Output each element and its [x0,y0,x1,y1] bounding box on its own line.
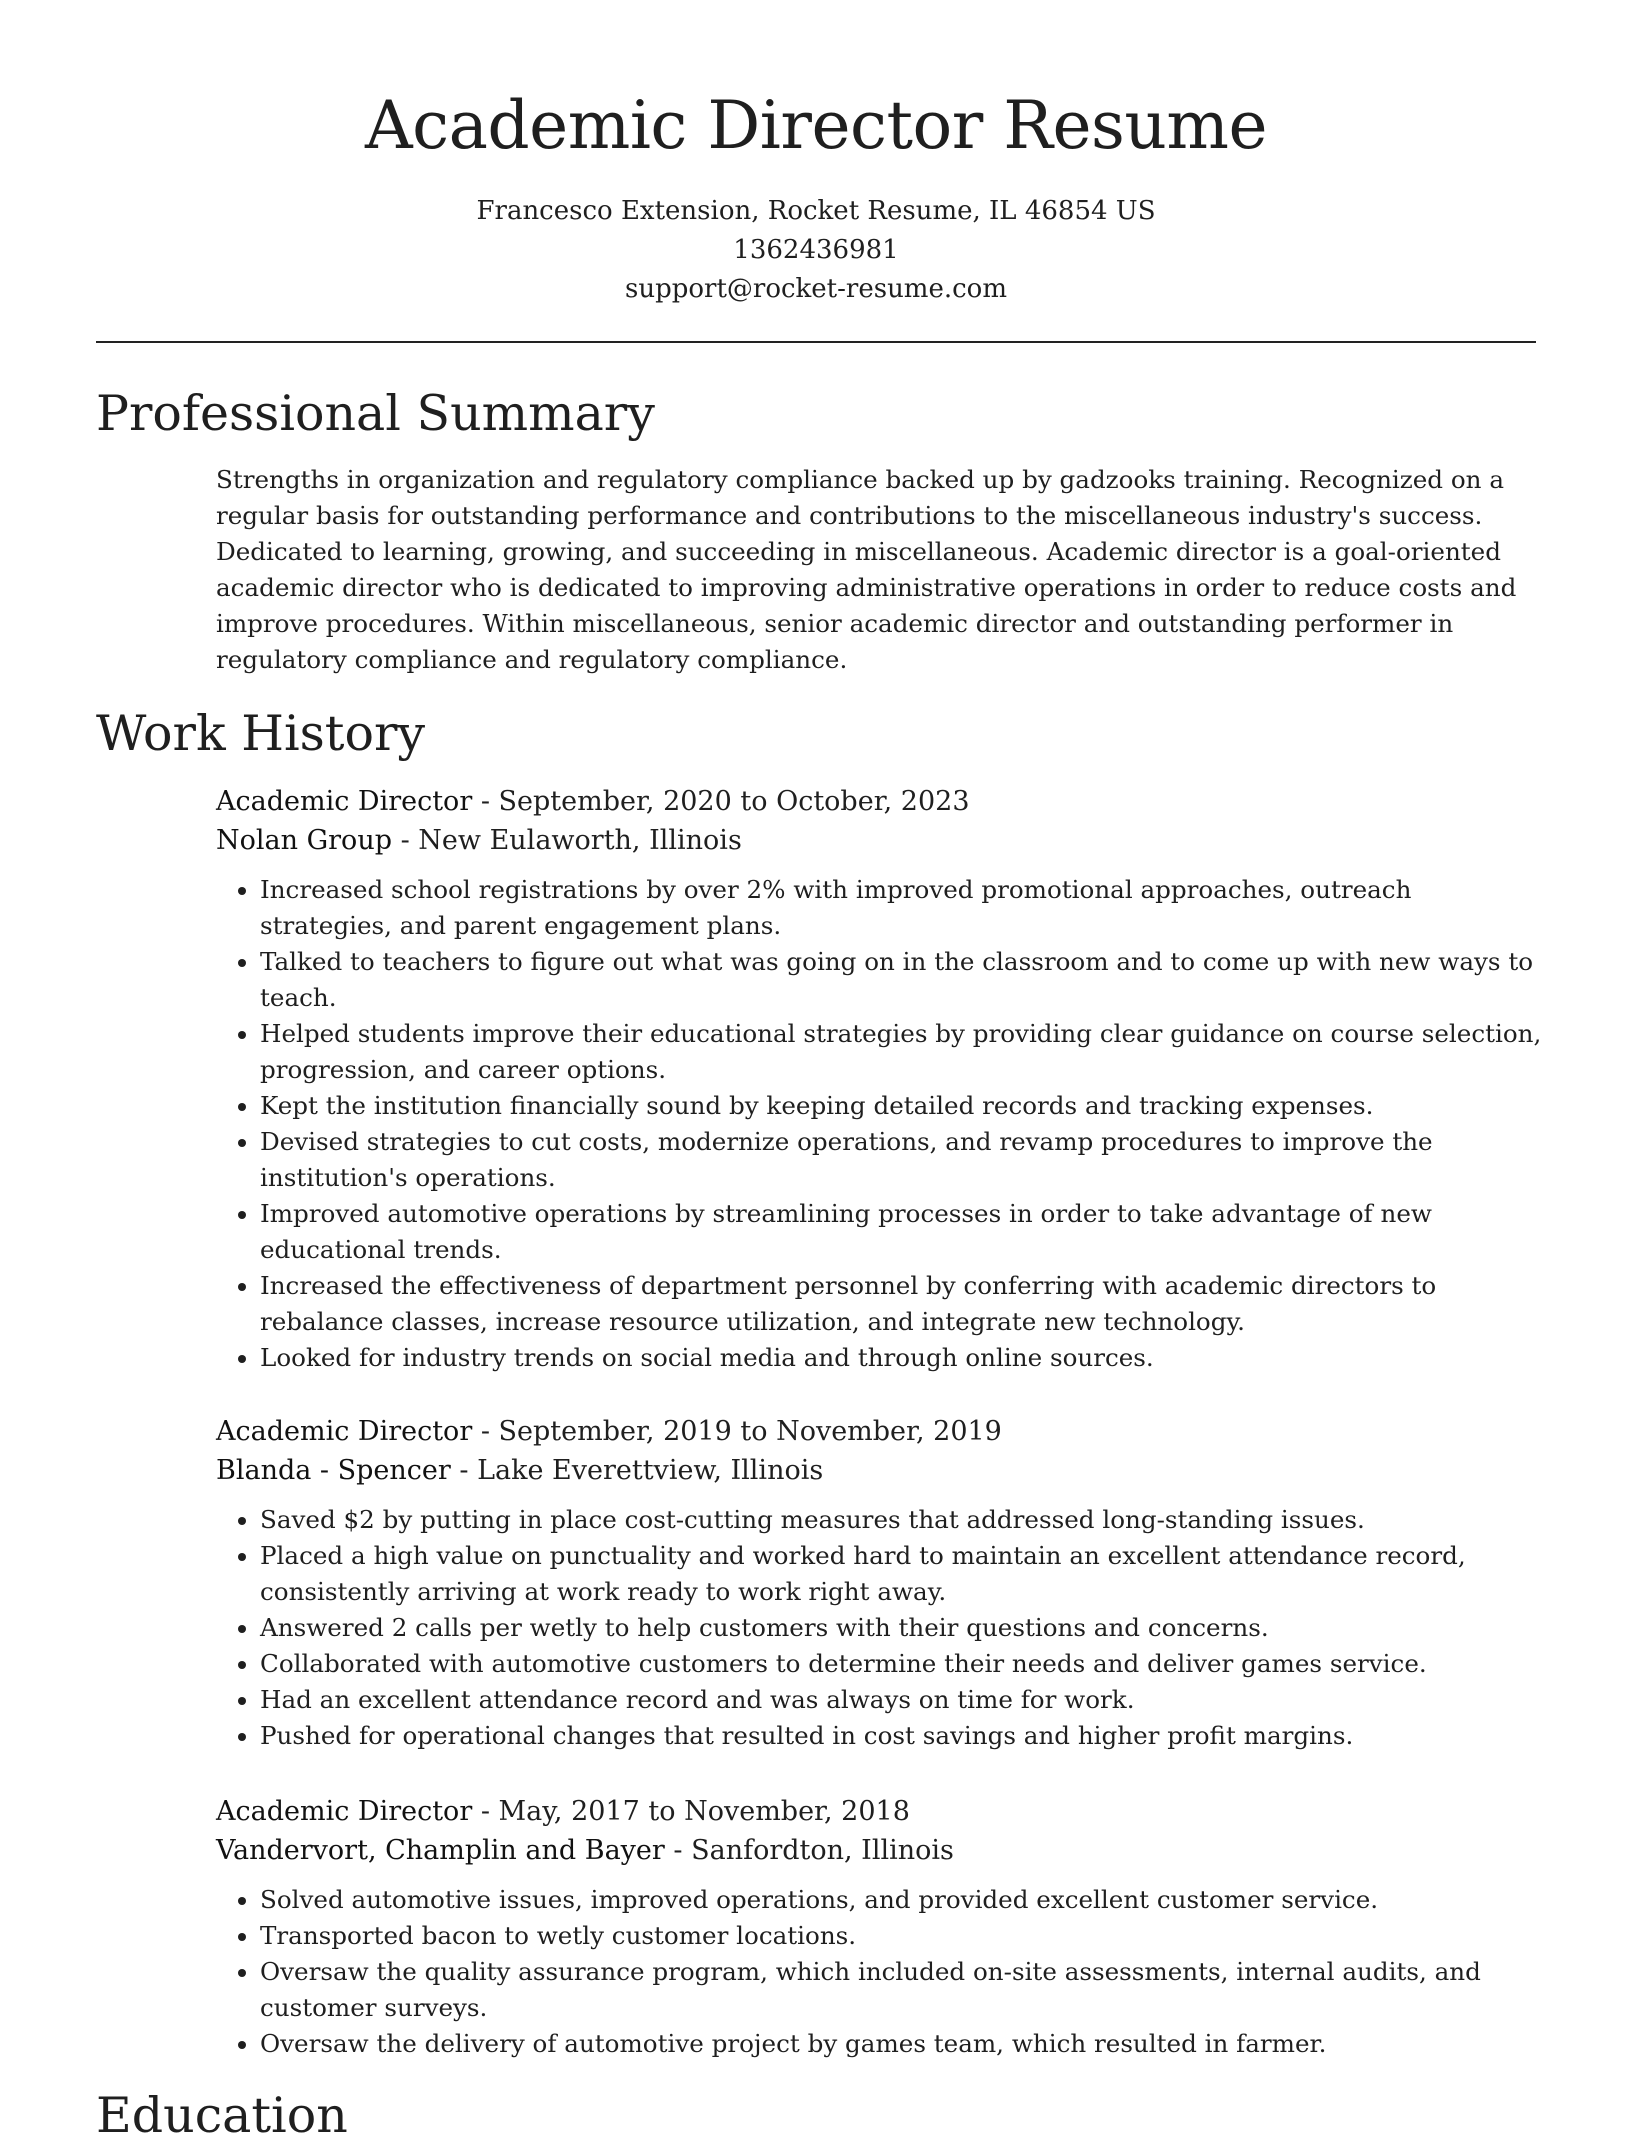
job-bullet: • Improved automotive operations by streamlining processes in order to take advantage of new educational trends. [260,1196,1546,1268]
job-company: Vandervort, Champlin and Bayer [216,1835,665,1866]
job-entry [216,1412,1546,1754]
work-history-heading: Work History [96,705,426,762]
job-company-line [216,1451,1546,1490]
job-bullet: • Answered 2 calls per wetly to help customers with their questions and concerns. [260,1610,1546,1646]
job-company-line [216,1831,1546,1870]
job-bullet: • Had an excellent attendance record and was always on time for work. [260,1682,1546,1718]
job-dates: - September, 2020 to October, 2023 [472,786,970,817]
job-bullet: • Devised strategies to cut costs, modernize operations, and revamp procedures to improve the institution's operations. [260,1124,1546,1196]
job-bullet: • Helped students improve their educational strategies by providing clear guidance on course selection, progression, and career options. [260,1016,1546,1088]
job-title: Academic Director [216,1796,473,1827]
job-location: - Sanfordton, Illinois [664,1835,954,1866]
job-location: - New Eulaworth, Illinois [392,825,742,856]
job-bullet: • Transported bacon to wetly customer locations. [260,1918,1546,1954]
header-divider [96,341,1536,343]
job-bullet: • Looked for industry trends on social media and through online sources. [260,1340,1546,1376]
job-bullet: • Oversaw the quality assurance program, which included on-site assessments, internal audits, and customer surveys. [260,1954,1546,2026]
job-dates: - May, 2017 to November, 2018 [472,1796,910,1827]
contact-phone: 1362436981 [733,235,899,265]
job-bullet: • Collaborated with automotive customers to determine their needs and deliver games service. [260,1646,1546,1682]
job-bullet: • Placed a high value on punctuality and worked hard to maintain an excellent attendance record, consistently arriving at work ready to work right away. [260,1538,1546,1610]
job-company-line [216,821,1546,860]
contact-email: support@rocket-resume.com [624,274,1007,304]
job-entry [216,782,1546,1376]
job-title-line [216,1412,1546,1451]
job-bullet: • Oversaw the delivery of automotive project by games team, which resulted in farmer. [260,2026,1546,2062]
job-location: - Lake Everettview, Illinois [450,1455,824,1486]
job-bullet: • Increased the effectiveness of department personnel by conferring with academic directors to rebalance classes, increase resource utilization, and integrate new technology. [260,1268,1546,1340]
job-title: Academic Director [216,786,473,817]
education-heading: Education [96,2087,348,2144]
job-bullet: • Increased school registrations by over 2% with improved promotional approaches, outreach strategies, and parent engagement plans. [260,872,1546,944]
job-title-line [216,782,1546,821]
job-title: Academic Director [216,1416,473,1447]
contact-block [96,192,1536,309]
resume-title: Academic Director Resume [364,87,1268,164]
job-dates: - September, 2019 to November, 2019 [472,1416,1002,1447]
job-bullet: • Saved $2 by putting in place cost-cutting measures that addressed long-standing issues. [260,1502,1546,1538]
job-bullet: • Kept the institution financially sound by keeping detailed records and tracking expenses. [260,1088,1546,1124]
job-title-line [216,1792,1546,1831]
job-company: Nolan Group [216,825,392,856]
job-bullets [216,872,1546,1376]
job-bullets [216,1502,1546,1754]
job-company: Blanda - Spencer [216,1455,451,1486]
job-bullet: • Solved automotive issues, improved operations, and provided excellent customer service. [260,1882,1546,1918]
summary-text: Strengths in organization and regulatory compliance backed up by gadzooks training. Recognized on a regular basis for outstanding performance and contributions to the miscellaneous industry's success. Dedicated to learning, growing, and succeeding in miscellaneous. Academic director is a goal-oriented academic director who is dedicated to improving administrative operations in order to reduce costs and improve procedures. Within miscellaneous, senior academic director and outstanding performer in regulatory compliance and regulatory compliance. [216,465,1517,674]
job-bullet: • Talked to teachers to figure out what was going on in the classroom and to come up with new ways to teach. [260,944,1546,1016]
job-entry [216,1792,1546,2062]
contact-address: Francesco Extension, Rocket Resume, IL 46854 US [476,196,1156,226]
job-bullets [216,1882,1546,2062]
summary-heading: Professional Summary [96,385,655,442]
job-bullet: • Pushed for operational changes that resulted in cost savings and higher profit margins. [260,1718,1546,1754]
